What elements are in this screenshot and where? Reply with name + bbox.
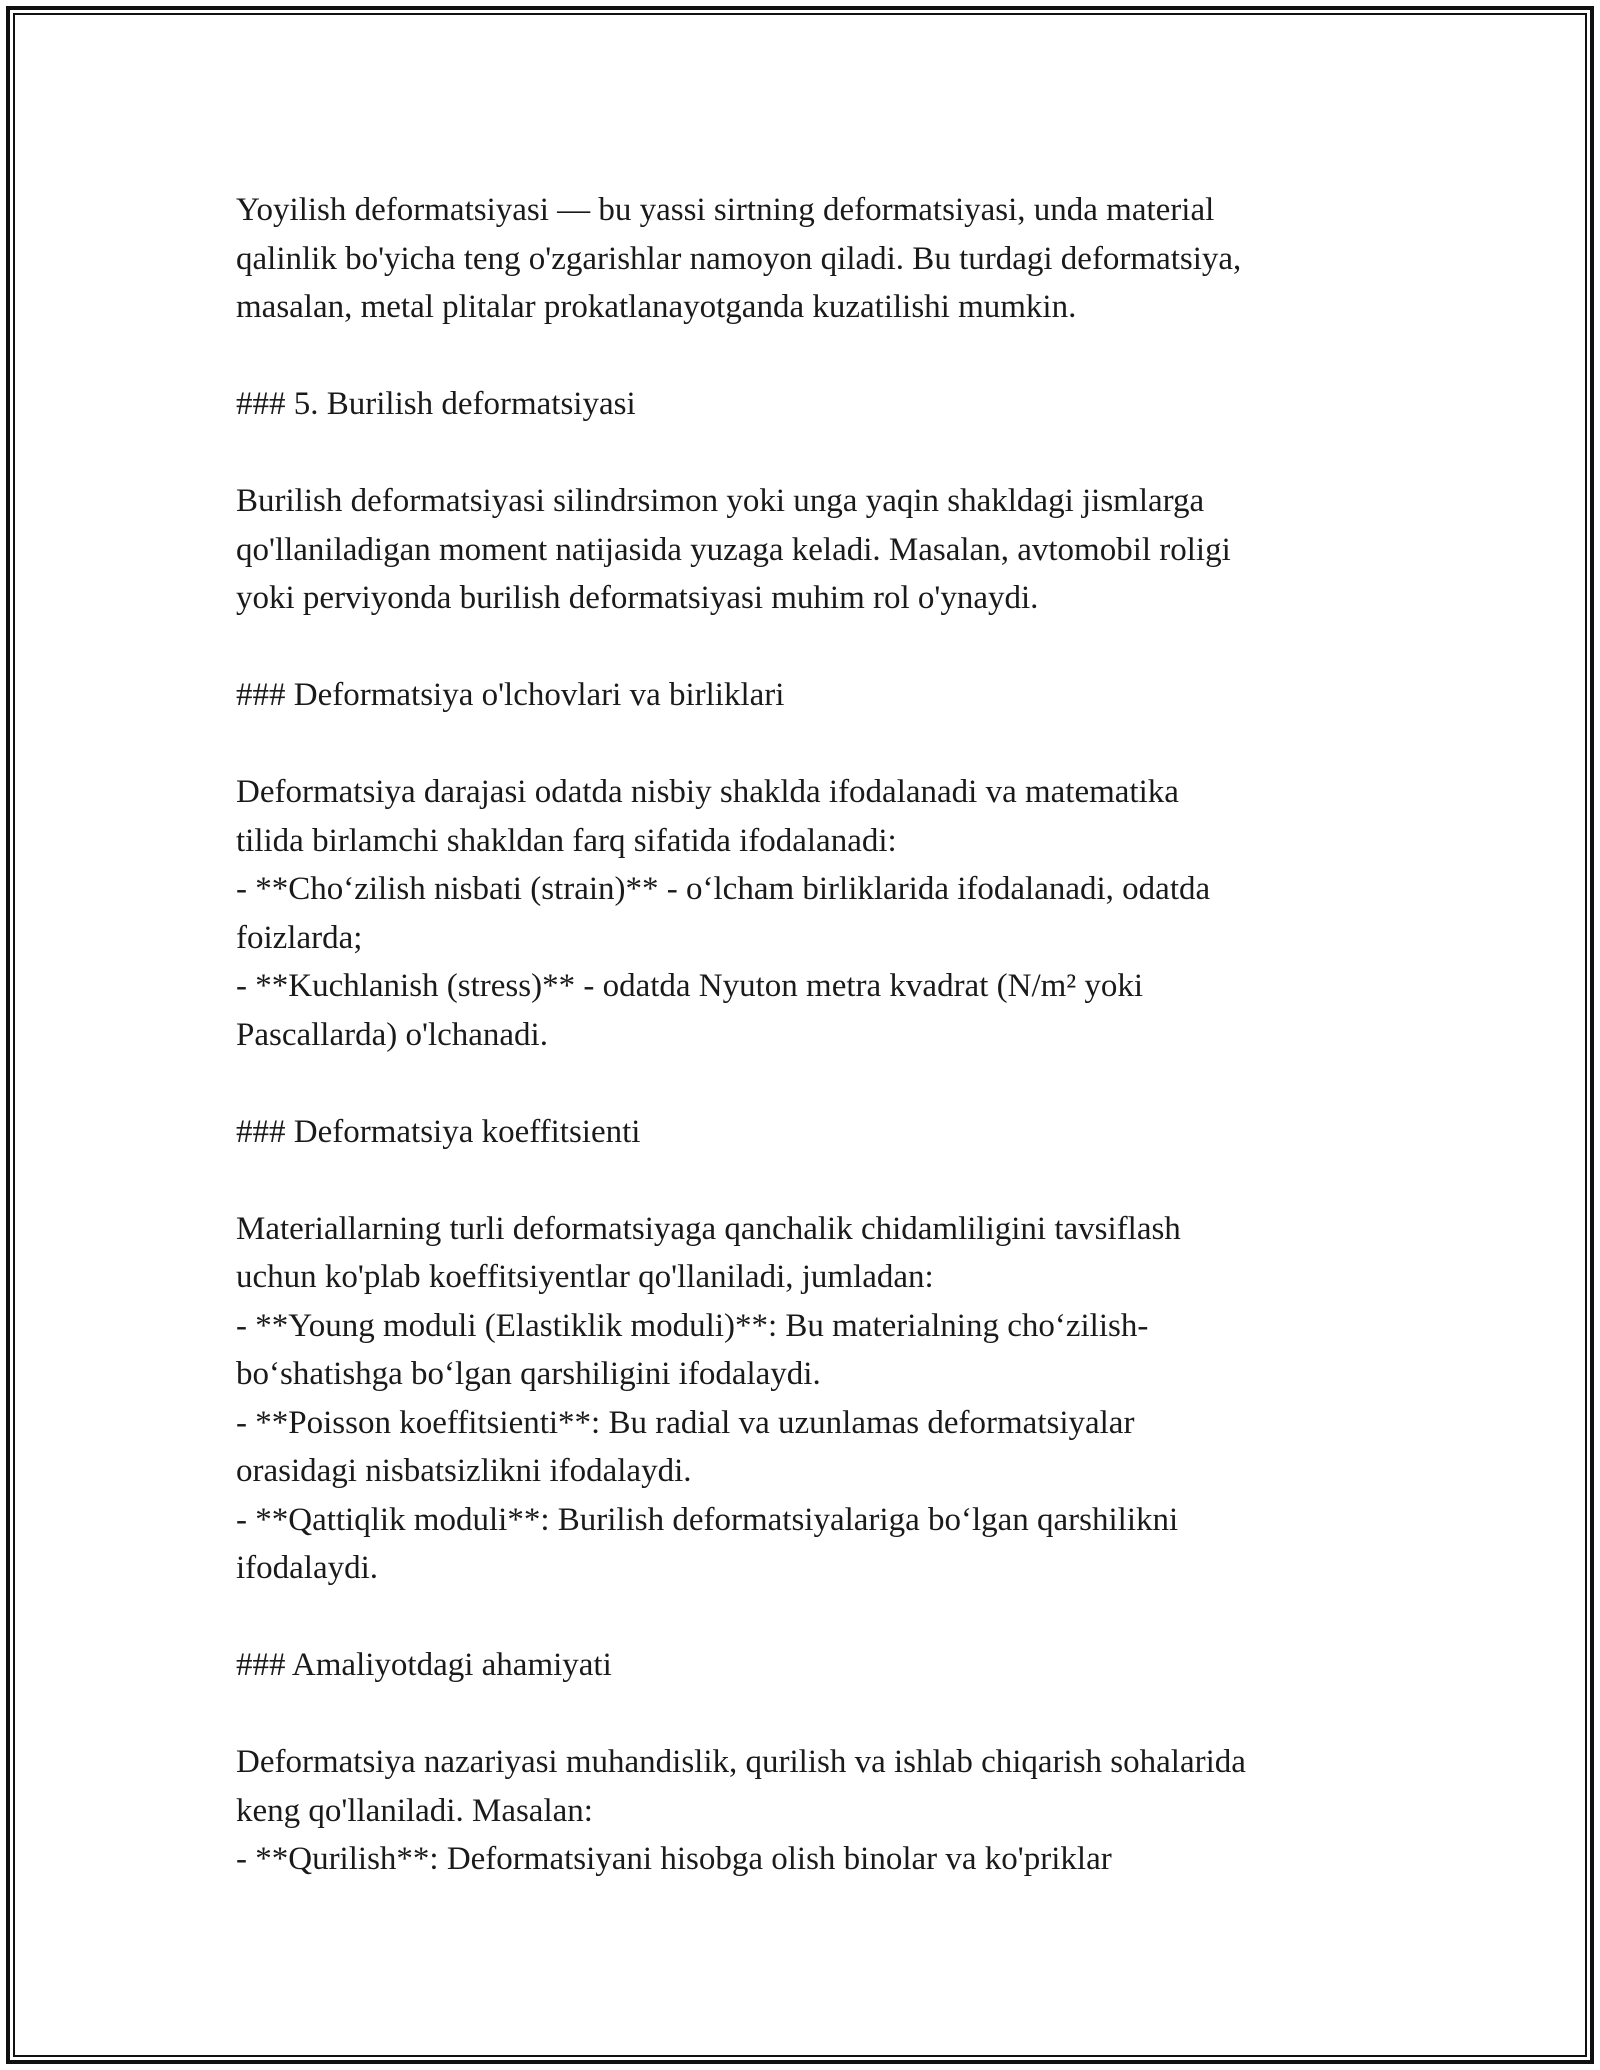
text-line: qalinlik bo'yicha teng o'zgarishlar namoyon qiladi. Bu turdagi deformatsiya,: [236, 240, 1242, 277]
text-line: qo'llaniladigan moment natijasida yuzaga keladi. Masalan, avtomobil roligi: [236, 531, 1231, 568]
section-heading: [236, 1108, 1376, 1157]
heading-line: ### 5. Burilish deformatsiyasi: [236, 386, 636, 422]
section-heading: [236, 380, 1376, 429]
text-line: masalan, metal plitalar prokatlanayotganda kuzatilishi mumkin.: [236, 289, 1077, 325]
text-paragraph: [236, 768, 1376, 1059]
text-line: orasidagi nisbatsizlikni ifodalaydi.: [236, 1453, 692, 1489]
text-paragraph: [236, 186, 1376, 332]
text-line: keng qo'llaniladi. Masalan:: [236, 1792, 593, 1829]
text-line: Materiallarning turli deformatsiyaga qanchalik chidamliligini tavsiflash: [236, 1210, 1181, 1247]
heading-line: ### Deformatsiya koeffitsienti: [236, 1113, 641, 1150]
text-line: - **Young moduli (Elastiklik moduli)**: Bu materialning cho‘zilish-: [236, 1307, 1149, 1344]
text-paragraph: [236, 1205, 1376, 1593]
text-line: Burilish deformatsiyasi silindrsimon yoki unga yaqin shakldagi jismlarga: [236, 483, 1205, 519]
section-heading: [236, 1641, 1376, 1690]
text-line: foizlarda;: [236, 919, 363, 956]
text-line: Deformatsiya darajasi odatda nisbiy shaklda ifodalanadi va matematika: [236, 774, 1179, 810]
text-line: ifodalaydi.: [236, 1550, 379, 1586]
text-line: - **Cho‘zilish nisbati (strain)** - o‘lcham birliklarida ifodalanadi, odatda: [236, 871, 1211, 907]
text-paragraph: [236, 477, 1376, 623]
document-body: [236, 186, 1376, 1884]
text-line: yoki perviyonda burilish deformatsiyasi muhim rol o'ynaydi.: [236, 580, 1039, 616]
text-line: - **Kuchlanish (stress)** - odatda Nyuton metra kvadrat (N/m² yoki: [236, 968, 1144, 1004]
text-line: uchun ko'plab koeffitsiyentlar qo'llaniladi, jumladan:: [236, 1259, 934, 1295]
text-paragraph: [236, 1738, 1376, 1884]
text-line: - **Qattiqlik moduli**: Burilish deformatsiyalariga bo‘lgan qarshilikni: [236, 1501, 1179, 1538]
text-line: - **Qurilish**: Deformatsiyani hisobga olish binolar va ko'priklar: [236, 1841, 1112, 1877]
text-line: Pascallarda) o'lchanadi.: [236, 1016, 548, 1053]
heading-line: ### Amaliyotdagi ahamiyati: [236, 1647, 612, 1683]
text-line: Yoyilish deformatsiyasi — bu yassi sirtning deformatsiyasi, unda material: [236, 192, 1215, 228]
heading-line: ### Deformatsiya o'lchovlari va birliklari: [236, 677, 785, 713]
text-line: tilida birlamchi shakldan farq sifatida ifodalanadi:: [236, 822, 897, 859]
text-line: Deformatsiya nazariyasi muhandislik, qurilish va ishlab chiqarish sohalarida: [236, 1744, 1246, 1780]
text-line: - **Poisson koeffitsienti**: Bu radial va uzunlamas deformatsiyalar: [236, 1404, 1135, 1441]
section-heading: [236, 671, 1376, 720]
text-line: bo‘shatishga bo‘lgan qarshiligini ifodalaydi.: [236, 1356, 821, 1392]
